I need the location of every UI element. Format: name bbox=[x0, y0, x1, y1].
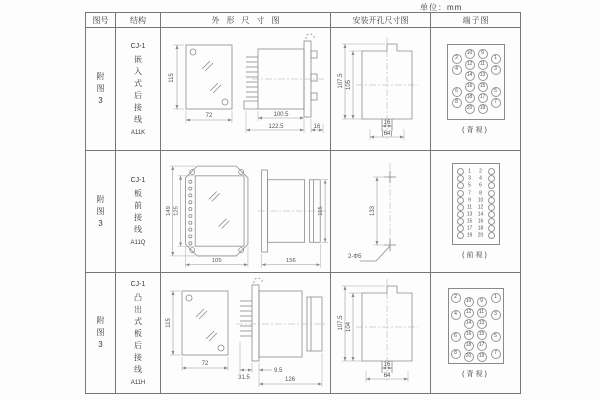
header-mounting bbox=[331, 13, 431, 28]
front-view bbox=[169, 45, 232, 123]
terminal-circle: 20 bbox=[464, 352, 474, 362]
outline-drawing-row1 bbox=[162, 29, 330, 150]
structure-label: 凸出式板后接线 bbox=[134, 292, 142, 374]
terminal-circle: 15 bbox=[477, 330, 487, 340]
terminal-circle: 19 bbox=[478, 104, 488, 114]
terminal-circle: 14 bbox=[465, 71, 475, 81]
fig-cell-row1 bbox=[86, 28, 116, 151]
terminal-circle: 6 bbox=[452, 87, 462, 97]
dim-front-height: 115 bbox=[165, 317, 172, 328]
side-view bbox=[257, 170, 327, 268]
terminal-number: 4 bbox=[479, 175, 482, 182]
dim-cutout-width: 64 bbox=[383, 372, 390, 379]
terminal-circle: 11 bbox=[477, 308, 487, 318]
terminal-number: 10 bbox=[477, 197, 484, 204]
hole-spec-label: 2-Φ5 bbox=[347, 254, 361, 260]
dim-cutout-outer: 107.5 bbox=[337, 314, 344, 331]
terminal-circle bbox=[488, 218, 495, 225]
header-mounting-label: 安装开孔尺寸图 bbox=[352, 15, 409, 25]
model-label: CJ-1 bbox=[130, 42, 146, 50]
front-view bbox=[166, 291, 228, 371]
dim-hole-spacing: 133 bbox=[369, 205, 376, 217]
header-structure bbox=[116, 13, 161, 28]
type-code: A11Q bbox=[130, 240, 146, 246]
terminal-circle: 17 bbox=[478, 93, 488, 103]
terminal-circle bbox=[488, 211, 495, 218]
terminal-circle: 20 bbox=[465, 104, 475, 114]
view-label-row2: (前视) bbox=[462, 252, 489, 259]
terminal-circle bbox=[457, 175, 464, 182]
terminal-circle bbox=[488, 175, 495, 182]
terminal-number: 3 bbox=[468, 175, 471, 182]
terminal-circle: 12 bbox=[464, 308, 474, 318]
terminal-circle: 2 bbox=[451, 293, 461, 303]
terminal-number: 15 bbox=[466, 218, 473, 225]
dim-flange: 16 bbox=[313, 123, 320, 130]
terminal-circle: 6 bbox=[451, 332, 461, 342]
terminal-number: 5 bbox=[468, 182, 471, 189]
terminal-circle bbox=[488, 168, 495, 175]
terminal-circle: 13 bbox=[477, 319, 487, 329]
header-fig bbox=[86, 13, 116, 28]
terminal-circle bbox=[457, 182, 464, 189]
terminal-number: 20 bbox=[477, 232, 484, 239]
terminal-number: 1 bbox=[468, 168, 471, 175]
outline-cell-row2 bbox=[161, 151, 331, 273]
terminal-circle: 4 bbox=[452, 65, 462, 75]
header-structure-label: 结构 bbox=[130, 15, 146, 25]
terminal-cell-row2 bbox=[431, 151, 521, 273]
terminal-circle: 3 bbox=[491, 65, 501, 75]
terminal-number: 13 bbox=[466, 211, 473, 218]
dim-front-inner-height: 125 bbox=[173, 206, 180, 216]
terminal-circle: 4 bbox=[451, 310, 461, 320]
mounting-cell-row2 bbox=[331, 151, 431, 273]
dim-body-length: 100.5 bbox=[272, 111, 289, 118]
dim-front-height: 115 bbox=[168, 72, 175, 83]
terminal-number: 8 bbox=[479, 190, 482, 197]
terminal-circle: 7 bbox=[491, 349, 501, 359]
mounting-drawing-row3 bbox=[332, 273, 430, 394]
terminal-circle: 15 bbox=[478, 82, 488, 92]
terminal-circle bbox=[457, 211, 464, 218]
header-terminal bbox=[431, 13, 521, 28]
side-view bbox=[244, 34, 324, 133]
terminal-cell-row1 bbox=[431, 28, 521, 151]
terminal-circle bbox=[457, 190, 464, 197]
terminal-circle: 18 bbox=[464, 341, 474, 351]
terminal-number: 18 bbox=[477, 225, 484, 232]
dim-side-height: 115 bbox=[317, 206, 324, 216]
header-terminal-label: 端子图 bbox=[462, 15, 490, 25]
dim-side-length: 156 bbox=[285, 257, 296, 264]
dim-front-outer-height: 149 bbox=[165, 206, 172, 216]
terminal-circle: 8 bbox=[451, 349, 461, 359]
model-label: CJ-1 bbox=[130, 280, 146, 288]
terminal-circle: 9 bbox=[477, 297, 487, 307]
terminal-number: 19 bbox=[466, 232, 473, 239]
terminal-number: 6 bbox=[479, 182, 482, 189]
dim-slot-width: 16 bbox=[383, 119, 390, 126]
terminal-circle bbox=[488, 232, 495, 239]
front-view bbox=[165, 166, 247, 268]
view-label-row1: (背视) bbox=[462, 126, 489, 134]
dim-front-width: 72 bbox=[205, 112, 212, 119]
terminal-circle bbox=[457, 218, 464, 225]
terminal-circle: 12 bbox=[465, 60, 475, 70]
dim-front-width: 72 bbox=[201, 360, 208, 367]
outline-cell-row1 bbox=[161, 28, 331, 151]
terminal-circle: 3 bbox=[491, 310, 501, 320]
terminal-circle: 13 bbox=[478, 71, 488, 81]
terminal-diagram-row1 bbox=[447, 44, 505, 120]
terminal-circle bbox=[457, 197, 464, 204]
terminal-number: 2 bbox=[479, 168, 482, 175]
dim-front-width: 105 bbox=[211, 257, 222, 264]
terminal-circle bbox=[488, 225, 495, 232]
terminal-circle: 18 bbox=[465, 93, 475, 103]
terminal-circle: 14 bbox=[464, 319, 474, 329]
dim-terminal-length: 31.5 bbox=[237, 374, 250, 381]
structure-label: 板前接线 bbox=[134, 189, 142, 234]
terminal-circle bbox=[457, 204, 464, 211]
terminal-number: 14 bbox=[477, 211, 484, 218]
terminal-circle: 1 bbox=[491, 54, 501, 64]
fig-number: 附图3 bbox=[96, 72, 105, 105]
structure-label: 嵌入式后接线 bbox=[134, 54, 142, 124]
outline-cell-row3 bbox=[161, 273, 331, 394]
header-outline-label: 外形尺寸图 bbox=[211, 15, 287, 25]
terminal-circle: 16 bbox=[464, 330, 474, 340]
terminal-circle: 10 bbox=[464, 297, 474, 307]
structure-cell-row3 bbox=[116, 273, 161, 394]
terminal-number: 9 bbox=[468, 197, 471, 204]
header-outline bbox=[161, 13, 331, 28]
terminal-circle bbox=[488, 182, 495, 189]
dim-flange-offset: 9.5 bbox=[273, 367, 282, 374]
terminal-circle: 5 bbox=[491, 332, 501, 342]
terminal-circle bbox=[488, 190, 495, 197]
terminal-circle bbox=[488, 197, 495, 204]
structure-cell-row1 bbox=[116, 28, 161, 151]
terminal-circle: 19 bbox=[477, 352, 487, 362]
dim-cutout-inner: 105 bbox=[345, 79, 352, 90]
unit-label: 单位：mm bbox=[420, 3, 463, 12]
header-fig-label: 图号 bbox=[92, 15, 109, 25]
terminal-circle: 11 bbox=[478, 60, 488, 70]
terminal-circle: 7 bbox=[491, 98, 501, 108]
dim-cutout-outer: 107.5 bbox=[337, 72, 344, 89]
dim-slot-width: 16 bbox=[383, 361, 390, 368]
mounting-cell-row3 bbox=[331, 273, 431, 394]
terminal-diagram-row3 bbox=[448, 288, 504, 364]
fig-cell-row3 bbox=[86, 273, 116, 394]
terminal-circle: 9 bbox=[478, 49, 488, 59]
view-label-row3: (背视) bbox=[462, 370, 489, 378]
fig-cell-row2 bbox=[86, 151, 116, 273]
outline-drawing-row3 bbox=[162, 273, 330, 394]
terminal-cell-row3 bbox=[431, 273, 521, 394]
dim-body-length: 126 bbox=[284, 376, 295, 383]
dim-cutout-width: (64) bbox=[381, 130, 392, 137]
dim-cutout-inner: 104 bbox=[345, 321, 352, 332]
terminal-circle: 10 bbox=[465, 49, 475, 59]
terminal-circle bbox=[457, 225, 464, 232]
mounting-drawing-row2 bbox=[332, 151, 430, 272]
terminal-number: 7 bbox=[468, 190, 471, 197]
terminal-circle bbox=[457, 168, 464, 175]
spec-table bbox=[85, 12, 521, 394]
model-label: CJ-1 bbox=[130, 177, 146, 184]
terminal-number: 11 bbox=[466, 204, 473, 211]
terminal-circle: 16 bbox=[465, 82, 475, 92]
terminal-number: 17 bbox=[466, 225, 473, 232]
mounting-cell-row1 bbox=[331, 28, 431, 151]
structure-cell-row2 bbox=[116, 151, 161, 273]
terminal-diagram-row2 bbox=[452, 163, 500, 245]
terminal-circle: 1 bbox=[491, 293, 501, 303]
type-code: A11H bbox=[130, 379, 146, 386]
mounting-drawing-row1 bbox=[332, 29, 430, 150]
terminal-number: 16 bbox=[477, 218, 484, 225]
outline-drawing-row2 bbox=[162, 151, 330, 272]
fig-number: 附图3 bbox=[96, 316, 105, 349]
terminal-circle: 5 bbox=[491, 87, 501, 97]
terminal-circle: 8 bbox=[452, 98, 462, 108]
fig-number: 附图3 bbox=[96, 194, 105, 228]
terminal-circle: 2 bbox=[452, 54, 462, 64]
type-code: A11K bbox=[130, 129, 146, 136]
terminal-circle bbox=[457, 232, 464, 239]
terminal-number: 12 bbox=[477, 204, 484, 211]
side-view bbox=[236, 278, 326, 387]
dim-total-length: 122.5 bbox=[267, 123, 284, 130]
terminal-circle: 17 bbox=[477, 341, 487, 351]
terminal-circle bbox=[488, 204, 495, 211]
